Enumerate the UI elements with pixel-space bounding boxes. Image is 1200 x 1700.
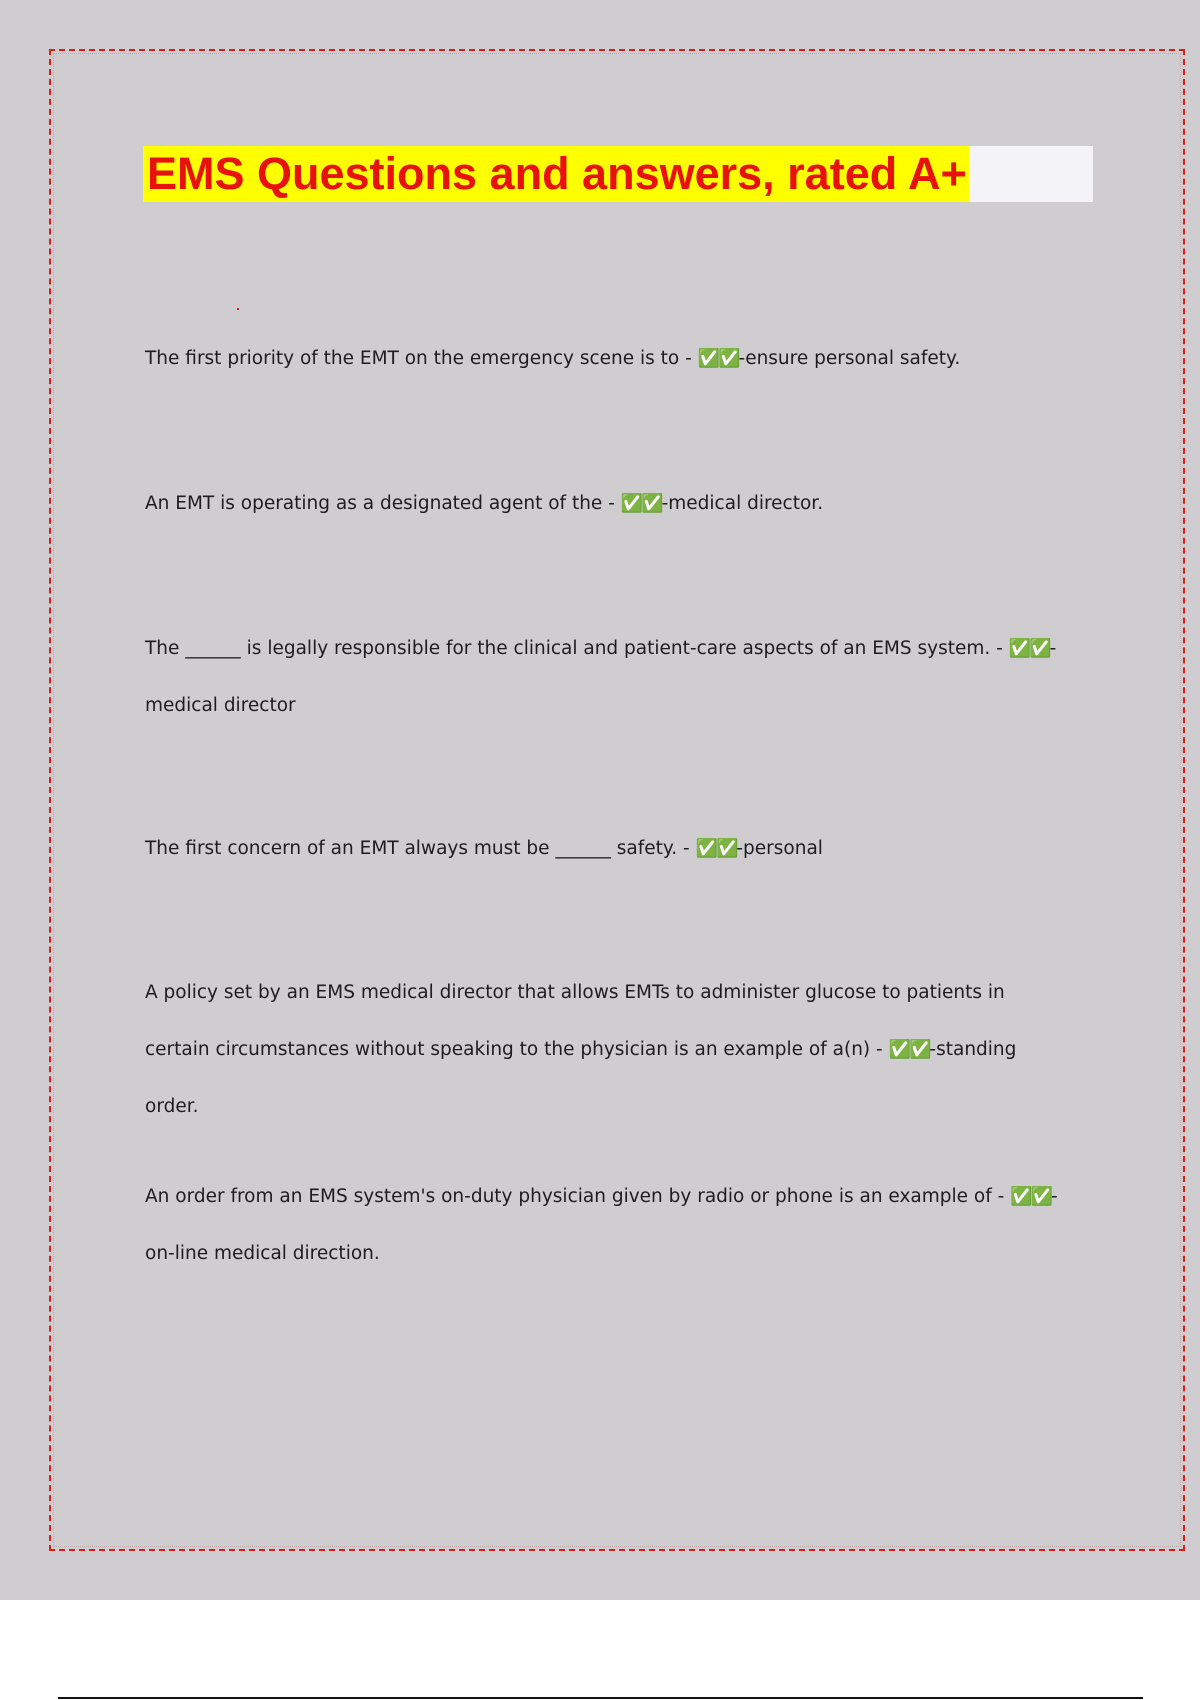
- question-text: The first concern of an EMT always must be ______ safety. -: [145, 838, 690, 859]
- check-marks-icon: ✅✅: [888, 1039, 930, 1060]
- check-marks-icon: ✅✅: [697, 348, 739, 369]
- answer-text: -medical director.: [661, 493, 824, 514]
- document-title: EMS Questions and answers, rated A+: [143, 146, 969, 202]
- qa-item-3: [145, 620, 1065, 734]
- footer-rule: [58, 1697, 1143, 1699]
- question-text: The ______ is legally responsible for the clinical and patient-care aspects of an EMS system. -: [145, 638, 1003, 659]
- answer-text: -ensure personal safety.: [738, 348, 961, 369]
- check-marks-icon: ✅✅: [620, 493, 662, 514]
- qa-item-6: [145, 1168, 1065, 1282]
- check-marks-icon: ✅✅: [695, 838, 737, 859]
- stray-mark: [237, 308, 239, 310]
- qa-item-1: [145, 330, 1065, 387]
- question-text: The first priority of the EMT on the emergency scene is to -: [145, 348, 692, 369]
- question-text: An order from an EMS system's on-duty physician given by radio or phone is an example of -: [145, 1186, 1005, 1207]
- check-marks-icon: ✅✅: [1010, 1186, 1052, 1207]
- answer-text: -on-line medical direction.: [145, 1186, 1058, 1264]
- page-inner-border: [53, 53, 1181, 1547]
- check-marks-icon: ✅✅: [1008, 638, 1050, 659]
- answer-text: -standing order.: [145, 1039, 1017, 1117]
- question-text: An EMT is operating as a designated agent of the -: [145, 493, 615, 514]
- answer-text: -medical director: [145, 638, 1057, 716]
- qa-item-2: [145, 475, 1065, 532]
- question-text: A policy set by an EMS medical director that allows EMTs to administer glucose to patients in certain circumstances without speaking to the physician is an example of a(n) -: [145, 982, 1005, 1060]
- qa-item-5: [145, 964, 1065, 1135]
- qa-item-4: [145, 820, 1065, 877]
- answer-text: -personal: [736, 838, 823, 859]
